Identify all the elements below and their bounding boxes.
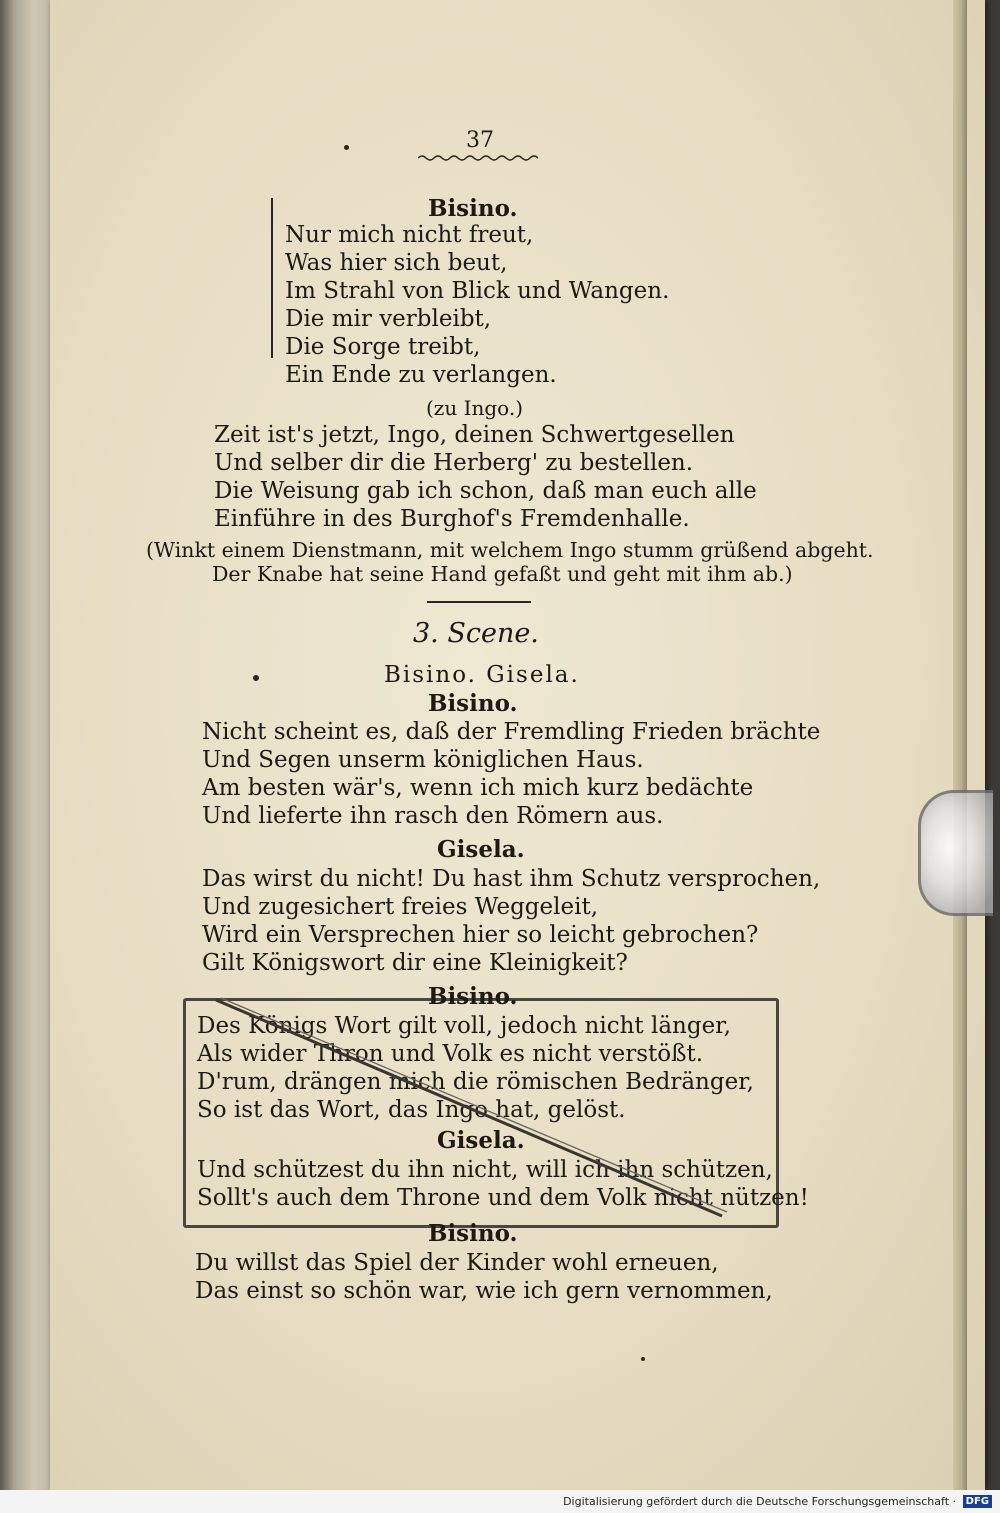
verse-line: Einführe in des Burghof's Fremdenhalle. xyxy=(214,506,690,532)
verse-line: Am besten wär's, wenn ich mich kurz bedächte xyxy=(202,775,754,801)
verse-line: Die Weisung gab ich schon, daß man euch alle xyxy=(214,478,757,504)
ink-dot xyxy=(344,145,349,150)
page-number-ornament xyxy=(418,154,542,162)
verse-line: Wird ein Versprechen hier so leicht gebrochen? xyxy=(202,922,759,948)
footer-credit: Digitalisierung gefördert durch die Deutsche Forschungsgemeinschaft · xyxy=(563,1495,956,1508)
verse-line: Und lieferte ihn rasch den Römern aus. xyxy=(202,803,664,829)
stage-direction: (Winkt einem Dienstmann, mit welchem Ingo stumm grüßend abgeht. xyxy=(146,538,874,562)
verse-line: Das einst so schön war, wie ich gern vernommen, xyxy=(195,1278,773,1304)
scanner-page-holder xyxy=(918,790,993,916)
page-edge xyxy=(953,0,967,1490)
verse-line: Als wider Thron und Volk es nicht verstößt. xyxy=(197,1041,704,1067)
verse-line: Nur mich nicht freut, xyxy=(285,222,534,248)
verse-line: Ein Ende zu verlangen. xyxy=(285,362,557,388)
speaker-gisela-2: Gisela. xyxy=(437,1127,525,1154)
speaker-bisino-4: Bisino. xyxy=(428,1220,518,1247)
ink-dot xyxy=(253,675,259,681)
verse-line: Gilt Königswort dir eine Kleinigkeit? xyxy=(202,950,628,976)
speaker-bisino-2: Bisino. xyxy=(428,690,518,717)
verse-line: Zeit ist's jetzt, Ingo, deinen Schwertgesellen xyxy=(214,422,735,448)
dfg-logo[interactable]: DFG xyxy=(963,1495,992,1508)
scene-title: 3. Scene. xyxy=(413,618,539,649)
speaker-bisino-1: Bisino. xyxy=(428,195,518,222)
verse-line: Die Sorge treibt, xyxy=(285,334,481,360)
verse-line: Und schützest du ihn nicht, will ich ihn schützen, xyxy=(197,1157,773,1183)
footer-bar xyxy=(0,1490,1000,1513)
scene-characters: Bisino. Gisela. xyxy=(384,662,580,688)
page-number: 37 xyxy=(466,128,494,153)
book-spine xyxy=(0,0,55,1490)
verse-line: Und selber dir die Herberg' zu bestellen. xyxy=(214,450,694,476)
verse-line: So ist das Wort, das Ingo hat, gelöst. xyxy=(197,1097,626,1123)
verse-line: Sollt's auch dem Throne und dem Volk nicht nützen! xyxy=(197,1185,809,1211)
verse-line: Im Strahl von Blick und Wangen. xyxy=(285,278,670,304)
ink-dot xyxy=(641,1357,645,1361)
verse-line: Was hier sich beut, xyxy=(285,250,508,276)
verse-line: Des Königs Wort gilt voll, jedoch nicht länger, xyxy=(197,1013,731,1039)
verse-line: Das wirst du nicht! Du hast ihm Schutz versprochen, xyxy=(202,866,821,892)
section-rule xyxy=(427,601,531,603)
stage-direction: Der Knabe hat seine Hand gefaßt und geht mit ihm ab.) xyxy=(212,562,793,586)
stage-direction: (zu Ingo.) xyxy=(426,396,524,420)
speaker-bisino-3: Bisino. xyxy=(428,983,518,1010)
margin-bracket xyxy=(271,198,273,358)
verse-line: Die mir verbleibt, xyxy=(285,306,492,332)
verse-line: Nicht scheint es, daß der Fremdling Frieden brächte xyxy=(202,719,821,745)
speaker-gisela-1: Gisela. xyxy=(437,836,525,863)
verse-line: D'rum, drängen mich die römischen Bedränger, xyxy=(197,1069,754,1095)
verse-line: Du willst das Spiel der Kinder wohl erneuen, xyxy=(195,1250,719,1276)
verse-line: Und Segen unserm königlichen Haus. xyxy=(202,747,644,773)
verse-line: Und zugesichert freies Weggeleit, xyxy=(202,894,599,920)
